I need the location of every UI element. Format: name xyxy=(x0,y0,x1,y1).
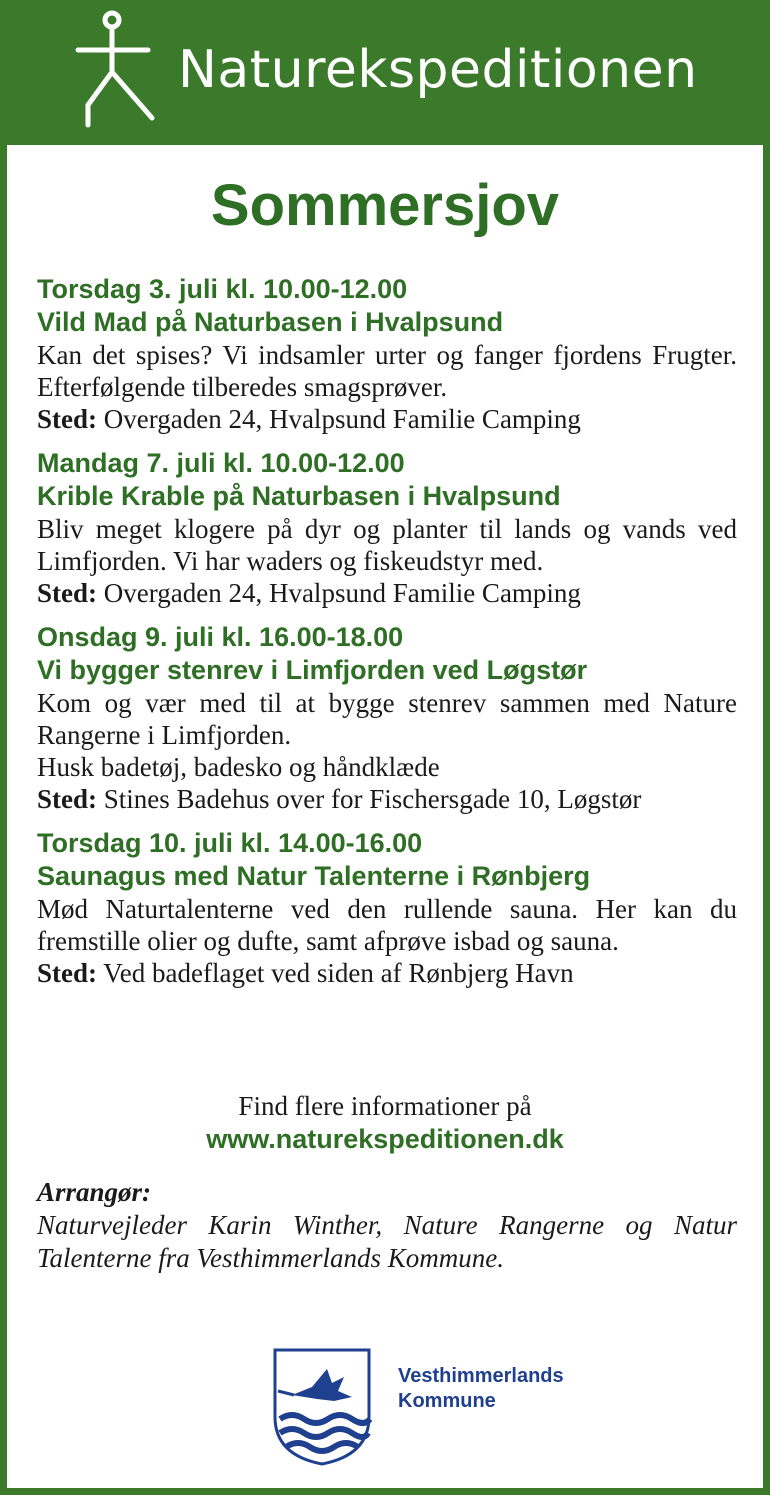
event-place xyxy=(37,403,737,435)
organizer-text: Naturvejleder Karin Winther, Nature Rangerne og Natur Talenterne fra Vesthimmerlands Kommune. xyxy=(37,1210,737,1273)
walking-figure-icon xyxy=(70,10,170,135)
header-banner xyxy=(0,0,770,145)
organizer-label: Arrangør: xyxy=(37,1177,152,1207)
place-value: Stines Badehus over for Fischersgade 10, Løgstør xyxy=(103,784,642,814)
website-link[interactable]: www.naturekspeditionen.dk xyxy=(206,1124,564,1154)
event-description: Kan det spises? Vi indsamler urter og fanger fjordens Frugter. Efterfølgende tilberedes smagsprøver. xyxy=(37,340,737,402)
more-info xyxy=(0,1090,770,1156)
place-value: Overgaden 24, Hvalpsund Familie Camping xyxy=(103,578,581,608)
events-list xyxy=(37,273,737,1001)
event-date: Onsdag 9. juli kl. 16.00-18.00 xyxy=(37,622,404,652)
place-label: Sted: xyxy=(37,404,97,434)
kommune-name-line1: Vesthimmerlands xyxy=(398,1365,564,1387)
place-value: Overgaden 24, Hvalpsund Familie Camping xyxy=(103,404,581,434)
brand-name: Naturekspeditionen xyxy=(178,40,698,100)
organizer-block xyxy=(37,1175,737,1275)
event-description: Mød Naturtalenterne ved den rullende sauna. Her kan du fremstille olier og dufte, samt afprøve isbad og sauna. xyxy=(37,894,737,956)
event-item xyxy=(37,273,737,435)
more-info-text: Find flere informationer på xyxy=(238,1091,532,1121)
event-date: Torsdag 3. juli kl. 10.00-12.00 xyxy=(37,274,408,304)
kommune-name xyxy=(398,1364,564,1414)
event-date: Mandag 7. juli kl. 10.00-12.00 xyxy=(37,448,405,478)
place-label: Sted: xyxy=(37,784,97,814)
event-title: Saunagus med Natur Talenterne i Rønbjerg xyxy=(37,861,591,891)
event-item xyxy=(37,621,737,815)
place-label: Sted: xyxy=(37,578,97,608)
event-place xyxy=(37,577,737,609)
event-title: Vild Mad på Naturbasen i Hvalpsund xyxy=(37,307,504,337)
event-place xyxy=(37,957,737,989)
event-extra-note: Husk badetøj, badesko og håndklæde xyxy=(37,752,440,782)
event-title: Vi bygger stenrev i Limfjorden ved Løgstør xyxy=(37,655,588,685)
event-description: Bliv meget klogere på dyr og planter til lands og vands ved Limfjorden. Vi har waders og fiskeudstyr med. xyxy=(37,514,737,576)
event-date: Torsdag 10. juli kl. 14.00-16.00 xyxy=(37,828,423,858)
event-title: Krible Krable på Naturbasen i Hvalpsund xyxy=(37,481,561,511)
event-description: Kom og vær med til at bygge stenrev sammen med Nature Rangerne i Limfjorden. xyxy=(37,688,737,750)
place-value: Ved badeflaget ved siden af Rønbjerg Havn xyxy=(103,958,574,988)
event-place xyxy=(37,783,737,815)
event-item xyxy=(37,447,737,609)
kommune-shield-icon xyxy=(272,1347,372,1467)
page-title: Sommersjov xyxy=(210,173,560,238)
place-label: Sted: xyxy=(37,958,97,988)
event-item xyxy=(37,827,737,989)
kommune-name-line2: Kommune xyxy=(398,1390,496,1412)
